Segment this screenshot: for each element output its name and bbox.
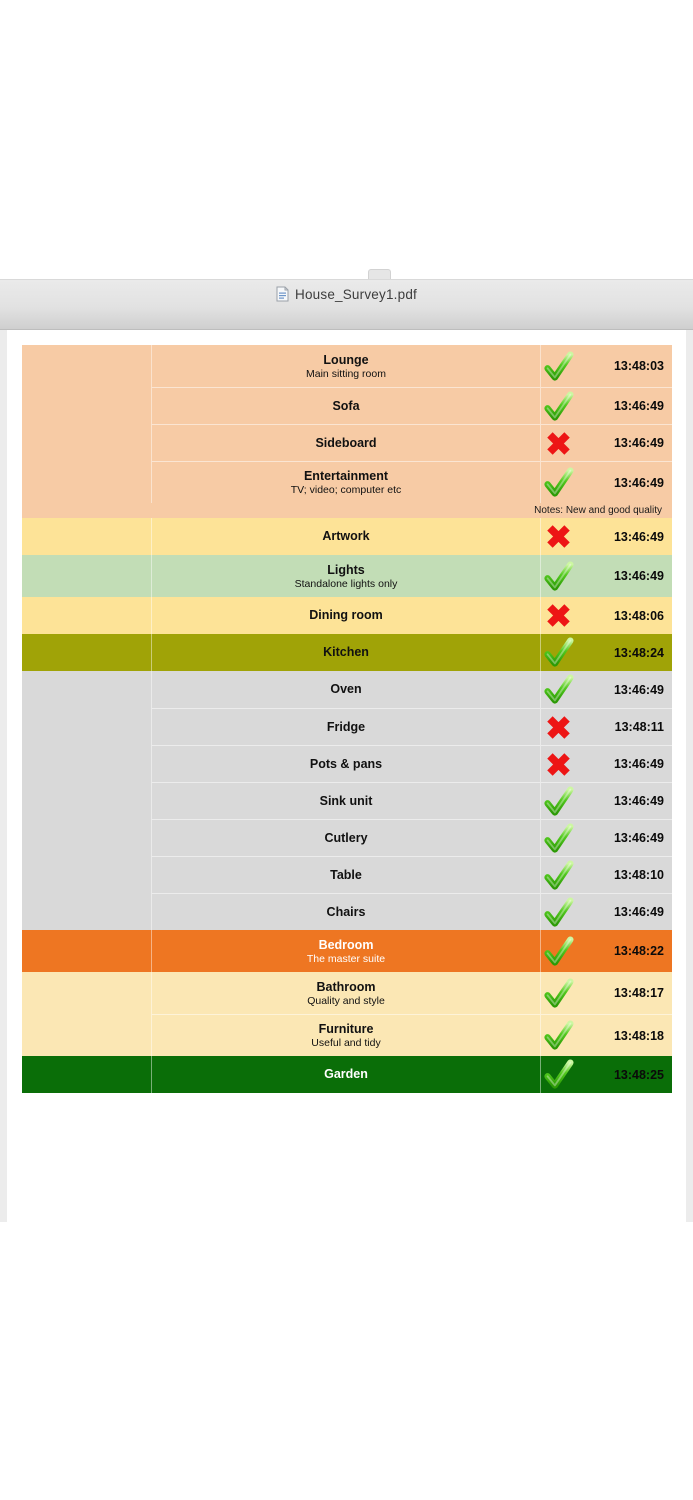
item-name: Lights bbox=[327, 562, 365, 577]
table-row bbox=[22, 1014, 672, 1056]
check-icon bbox=[542, 674, 575, 705]
cross-icon bbox=[545, 430, 572, 457]
row-indent-cell bbox=[22, 424, 151, 461]
check-icon bbox=[542, 860, 575, 891]
check-icon bbox=[542, 786, 575, 817]
row-status-cell bbox=[540, 345, 575, 387]
item-subtitle: Standalone lights only bbox=[294, 577, 398, 590]
row-name-cell bbox=[151, 634, 540, 671]
table-row bbox=[22, 1056, 672, 1093]
row-status-cell bbox=[540, 555, 575, 597]
item-name: Furniture bbox=[318, 1022, 374, 1036]
item-timestamp: 13:48:22 bbox=[613, 944, 664, 958]
item-timestamp: 13:48:03 bbox=[613, 359, 664, 373]
window-title: House_Survey1.pdf bbox=[295, 286, 417, 302]
item-subtitle: Quality and style bbox=[307, 994, 385, 1007]
item-timestamp: 13:46:49 bbox=[575, 819, 672, 856]
row-indent-cell bbox=[22, 708, 151, 745]
item-timestamp: 13:46:49 bbox=[575, 893, 672, 930]
table-row bbox=[22, 972, 672, 1014]
row-status-cell bbox=[540, 597, 575, 634]
row-name-cell bbox=[151, 555, 540, 597]
item-name: Sofa bbox=[332, 398, 360, 413]
row-status-cell bbox=[540, 856, 575, 893]
table-row bbox=[22, 708, 672, 745]
cross-icon bbox=[545, 751, 572, 778]
cross-icon bbox=[545, 714, 572, 741]
row-indent-cell bbox=[22, 782, 151, 819]
row-status-cell bbox=[540, 518, 575, 555]
table-row bbox=[22, 893, 672, 930]
item-name: Dining room bbox=[309, 608, 383, 622]
item-timestamp: 13:48:18 bbox=[575, 1014, 672, 1056]
row-status-cell bbox=[540, 461, 575, 503]
item-name: Sink unit bbox=[319, 793, 373, 808]
table-row bbox=[22, 597, 672, 634]
table-row bbox=[22, 782, 672, 819]
item-timestamp: 13:46:49 bbox=[575, 424, 672, 461]
table-row bbox=[22, 387, 672, 424]
item-name: Pots & pans bbox=[309, 756, 383, 771]
row-status-cell bbox=[540, 819, 575, 856]
check-icon bbox=[542, 823, 575, 854]
row-indent-cell bbox=[22, 893, 151, 930]
cross-icon bbox=[545, 523, 572, 550]
row-indent-cell bbox=[22, 856, 151, 893]
item-name: Bathroom bbox=[316, 979, 376, 994]
row-indent-cell bbox=[22, 555, 151, 597]
check-icon bbox=[542, 897, 575, 928]
item-name: Sideboard bbox=[315, 435, 377, 450]
pdf-document-icon bbox=[276, 286, 289, 302]
row-indent-cell bbox=[22, 518, 151, 555]
item-timestamp: 13:48:11 bbox=[575, 708, 672, 745]
row-status-cell bbox=[540, 671, 575, 708]
check-icon bbox=[542, 936, 575, 967]
item-name: Table bbox=[330, 867, 362, 882]
row-status-cell bbox=[540, 893, 575, 930]
item-timestamp: 13:46:49 bbox=[613, 569, 664, 583]
row-status-cell bbox=[540, 634, 575, 671]
item-subtitle: Useful and tidy bbox=[311, 1037, 381, 1049]
cross-icon bbox=[545, 602, 572, 629]
row-indent-cell bbox=[22, 671, 151, 708]
row-indent-cell bbox=[22, 972, 151, 1014]
row-name-cell bbox=[151, 1014, 540, 1056]
row-name-cell bbox=[151, 930, 540, 972]
item-name: Cutlery bbox=[324, 830, 368, 845]
item-timestamp: 13:48:25 bbox=[613, 1067, 664, 1082]
check-icon bbox=[542, 978, 575, 1009]
row-indent-cell bbox=[22, 930, 151, 972]
row-indent-cell bbox=[22, 597, 151, 634]
item-name: Kitchen bbox=[323, 645, 369, 659]
check-icon bbox=[542, 391, 575, 422]
item-name: Chairs bbox=[326, 904, 366, 919]
item-name: Fridge bbox=[326, 719, 366, 734]
row-name-cell bbox=[151, 597, 540, 634]
item-timestamp: 13:46:49 bbox=[575, 745, 672, 782]
item-timestamp: 13:46:49 bbox=[613, 529, 664, 544]
item-timestamp: 13:48:10 bbox=[575, 856, 672, 893]
row-status-cell bbox=[540, 1014, 575, 1056]
table-row bbox=[22, 555, 672, 597]
window-titlebar[interactable] bbox=[0, 279, 693, 330]
below-window-area bbox=[0, 1222, 693, 1500]
row-status-cell bbox=[540, 930, 575, 972]
table-row bbox=[22, 634, 672, 671]
row-indent-cell bbox=[22, 461, 151, 503]
check-icon bbox=[542, 1059, 575, 1090]
item-name: Bedroom bbox=[318, 937, 374, 952]
row-name-cell bbox=[151, 782, 540, 819]
item-timestamp: 13:46:49 bbox=[575, 782, 672, 819]
table-row bbox=[22, 856, 672, 893]
row-status-cell bbox=[540, 424, 575, 461]
row-name-cell bbox=[151, 345, 540, 387]
table-row bbox=[22, 930, 672, 972]
row-status-cell bbox=[540, 745, 575, 782]
row-name-cell bbox=[151, 972, 540, 1014]
row-name-cell bbox=[151, 819, 540, 856]
item-timestamp: 13:46:49 bbox=[613, 682, 664, 697]
row-name-cell bbox=[151, 708, 540, 745]
row-status-cell bbox=[540, 708, 575, 745]
row-status-cell bbox=[540, 387, 575, 424]
item-name: Entertainment bbox=[303, 469, 389, 483]
row-status-cell bbox=[540, 972, 575, 1014]
row-indent-cell bbox=[22, 387, 151, 424]
row-name-cell bbox=[151, 745, 540, 782]
table-row bbox=[22, 518, 672, 555]
check-icon bbox=[542, 637, 575, 668]
item-subtitle: Main sitting room bbox=[306, 367, 386, 380]
row-name-cell bbox=[151, 893, 540, 930]
row-status-cell bbox=[540, 1056, 575, 1093]
row-indent-cell bbox=[22, 1056, 151, 1093]
row-name-cell bbox=[151, 461, 540, 503]
check-icon bbox=[542, 561, 575, 592]
item-timestamp: 13:48:06 bbox=[613, 608, 664, 623]
item-subtitle: The master suite bbox=[306, 952, 386, 965]
row-name-cell bbox=[151, 671, 540, 708]
row-name-cell bbox=[151, 856, 540, 893]
item-timestamp: 13:46:49 bbox=[575, 461, 672, 503]
row-name-cell bbox=[151, 424, 540, 461]
check-icon bbox=[542, 1020, 575, 1051]
item-name: Oven bbox=[330, 682, 362, 696]
row-name-cell bbox=[151, 1056, 540, 1093]
row-indent-cell bbox=[22, 819, 151, 856]
row-indent-cell bbox=[22, 634, 151, 671]
check-icon bbox=[542, 467, 575, 498]
table-row bbox=[22, 671, 672, 708]
table-row bbox=[22, 345, 672, 387]
item-name: Garden bbox=[324, 1067, 368, 1081]
row-indent-cell bbox=[22, 1014, 151, 1056]
row-name-cell bbox=[151, 518, 540, 555]
item-timestamp: 13:46:49 bbox=[575, 387, 672, 424]
table-row bbox=[22, 461, 672, 503]
row-status-cell bbox=[540, 782, 575, 819]
item-name: Lounge bbox=[323, 352, 369, 367]
row-note: Notes: New and good quality bbox=[22, 503, 672, 518]
item-timestamp: 13:48:24 bbox=[613, 645, 664, 660]
table-row bbox=[22, 424, 672, 461]
table-row bbox=[22, 819, 672, 856]
item-timestamp: 13:48:17 bbox=[613, 986, 664, 1000]
table-row bbox=[22, 745, 672, 782]
item-subtitle: TV; video; computer etc bbox=[290, 484, 402, 496]
pdf-viewer-background bbox=[0, 330, 693, 1222]
row-indent-cell bbox=[22, 745, 151, 782]
background-window-edge bbox=[368, 269, 391, 279]
pdf-page bbox=[7, 330, 686, 1222]
row-name-cell bbox=[151, 387, 540, 424]
check-icon bbox=[542, 351, 575, 382]
row-indent-cell bbox=[22, 345, 151, 387]
survey-table bbox=[22, 345, 672, 1093]
item-name: Artwork bbox=[322, 529, 370, 543]
